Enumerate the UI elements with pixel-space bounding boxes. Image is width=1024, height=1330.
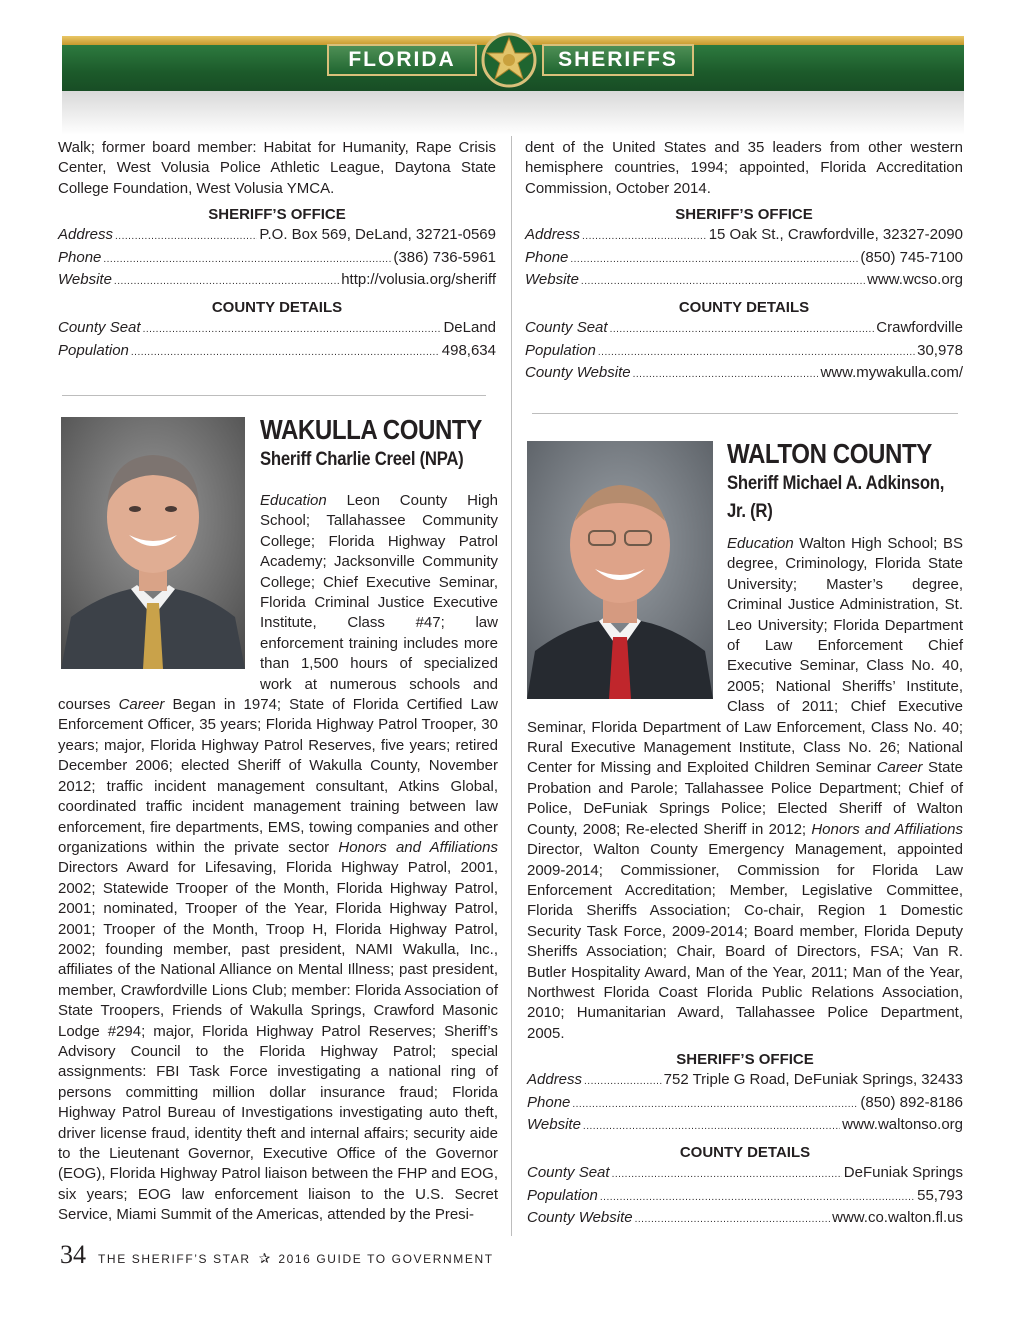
edu-text: Walton High School; BS degree, Criminology, Florida State University; Master’s degree, Criminal Justice Administration, St. Leo University; Florida Department of Law Enforcement Chief Executive Seminar, Class No. 40, 2005; National Sheriffs’ Institute, Class of 2011; Chief Executive Seminar, Florida Department of Law Enforcement, Class No. 40; Rural Executive Management Institute, Class No. 26; National Center for Missing and Exploited Children Seminar — [527, 535, 963, 777]
wakulla-heading — [260, 414, 518, 474]
walton-seat-row — [527, 1163, 963, 1185]
publication-name: THE SHERIFF’S STAR — [98, 1252, 251, 1266]
walton-phone-row — [527, 1093, 963, 1115]
walton-sheriff-name: Sheriff Michael A. Adkinson, Jr. (R) — [727, 473, 945, 522]
value: www.waltonso.org — [842, 1115, 963, 1133]
label: Website — [527, 1115, 581, 1133]
walton-office-heading: SHERIFF’S OFFICE — [676, 1051, 814, 1069]
volusia-section — [58, 138, 496, 363]
value: 55,793 — [917, 1186, 963, 1204]
value: 15 Oak St., Crawfordville, 32327-2090 — [708, 226, 963, 244]
value: 30,978 — [917, 341, 963, 359]
value: (850) 892-8186 — [860, 1093, 963, 1111]
label: Address — [58, 226, 114, 244]
wakulla-seat-row — [525, 318, 963, 340]
walton-county-heading: COUNTY DETAILS — [679, 1144, 811, 1162]
volusia-bio-tail: Walk; former board member: Habitat for Humanity, Rape Crisis Center, West Volusia Police Athletic League, Daytona State College Foundation, West Volusia YMCA. — [58, 139, 496, 197]
career-label: Career — [876, 759, 923, 777]
wakulla-county-name: WAKULLA COUNTY — [260, 414, 482, 445]
label: County Website — [527, 1209, 633, 1227]
value: (386) 736-5961 — [393, 248, 496, 266]
banner-word-florida: FLORIDA — [327, 44, 477, 76]
honors-text: Directors Award for Lifesaving, Florida Highway Patrol, 2001, 2002; Statewide Trooper of the Month, Florida Highway Patrol, 2001; nominated, Trooper of the Year, Florida Highway Patrol, 2001; Trooper of the Month, Troop H, Florida Highway Patrol, 2002; founding member, past president, NAMI Wakulla, Inc., affiliates of the National Alliance on Mental Illness; past president, member, Crawfordville Lions Club; member: Florida Association of State Troopers, Friends of Wakulla Springs, Crawford Masonic Lodge #294; major, Florida Highway Patrol Reserves; Sheriff’s Advisory Council to the Florida Highway Patrol; special assignments: FBI Task Force investigating a national ring of persons committing million dollar insurance fraud; Florida Highway Patrol Bureau of Investigations investigating auto theft, driver license fraud, identity theft and internal affairs; security aide to the Lieutenant Governor, Executive Office of the Governor (EOG), Florida Highway Patrol liaison between the FHP and EOG, six years; EOG law enforcement liaison to the U.S. Secret Service, Miami Summit of the Americas, attended by the Presi- — [58, 859, 498, 1224]
wakulla-website-row — [525, 270, 963, 292]
left-section-divider — [62, 395, 486, 396]
honors-label: Honors and Affiliations — [338, 838, 498, 856]
walton-address-row — [527, 1070, 963, 1092]
walton-county-website-row — [527, 1208, 963, 1230]
label: County Seat — [525, 319, 608, 337]
wakulla-details-section — [525, 138, 963, 386]
value: www.mywakulla.com/ — [820, 364, 963, 382]
label: Address — [527, 1071, 583, 1089]
star-icon: ✰ — [258, 1250, 271, 1266]
value: http://volusia.org/sheriff — [341, 271, 496, 289]
value: (850) 745-7100 — [860, 248, 963, 266]
edu-text: Leon County High School; Tallahassee Community College; Florida Highway Patrol Academy; Jacksonville Community College; Chief Executive Seminar, Florida Criminal Justice Executive Institute, Class #47; law enforcement training includes more than 1,500 hours of specialized work at numerous schools and courses — [58, 492, 498, 714]
wakulla-sheriff-name: Sheriff Charlie Creel (NPA) — [260, 449, 464, 470]
value: P.O. Box 569, DeLand, 32721-0569 — [259, 226, 496, 244]
career-text: Began in 1974; State of Florida Certified Law Enforcement Officer, 35 years; Florida Highway Patrol Trooper, 30 years; major, Florida Highway Patrol Reserves, five years; retired December 2006; elected Sheriff of Wakulla County, November 2012; traffic incident management consultant, Atkins Global, coordinated traffic incident management training between law enforcement, fire departments, EMS, towing companies and other organizations within the private sector — [58, 696, 498, 856]
wakulla-bio-tail: dent of the United States and 35 leaders from other western hemisphere countries, 1994; appointed, Florida Accreditation Commission, October 2014. — [525, 139, 963, 197]
volusia-population-row — [58, 341, 496, 363]
volusia-seat-row — [58, 318, 496, 340]
value: Crawfordville — [876, 319, 963, 337]
wakulla-county-website-row — [525, 363, 963, 385]
label: Phone — [58, 248, 102, 266]
label: Population — [58, 341, 129, 359]
label: Website — [58, 271, 112, 289]
column-divider — [511, 136, 512, 1236]
label: County Seat — [527, 1164, 610, 1182]
value: DeFuniak Springs — [843, 1164, 963, 1182]
walton-bio — [527, 534, 963, 1231]
wakulla-population-row — [525, 341, 963, 363]
label: Website — [525, 271, 579, 289]
label: County Seat — [58, 319, 141, 337]
volusia-county-heading: COUNTY DETAILS — [211, 299, 343, 317]
label: County Website — [525, 364, 631, 382]
wakulla-county-heading: COUNTY DETAILS — [678, 299, 810, 317]
honors-label: Honors and Affiliations — [811, 820, 963, 838]
sheriff-star-badge-icon — [474, 32, 544, 88]
walton-county-name: WALTON COUNTY — [727, 438, 932, 469]
walton-population-row — [527, 1186, 963, 1208]
value: 498,634 — [441, 341, 496, 359]
page-number: 34 — [60, 1240, 86, 1269]
value: www.wcso.org — [867, 271, 963, 289]
banner-word-sheriffs: SHERIFFS — [542, 44, 694, 76]
page-footer — [60, 1240, 494, 1270]
guide-title: 2016 GUIDE TO GOVERNMENT — [278, 1252, 494, 1266]
label: Phone — [525, 248, 569, 266]
edu-label: Education — [260, 492, 327, 509]
label: Population — [525, 341, 596, 359]
label: Population — [527, 1186, 598, 1204]
wakulla-phone-row — [525, 248, 963, 270]
right-section-divider — [532, 413, 958, 414]
florida-sheriffs-banner — [62, 36, 964, 102]
label: Address — [525, 226, 581, 244]
career-text: State Probation and Parole; Tallahassee Police Department; Chief of Police, DeFuniak Springs Police; Elected Sheriff of Walton County, 2008; Re-elected Sheriff in 2012; — [527, 759, 963, 838]
edu-label: Education — [727, 535, 794, 552]
value: 752 Triple G Road, DeFuniak Springs, 32433 — [663, 1071, 963, 1089]
volusia-address-row — [58, 225, 496, 247]
value: DeLand — [443, 319, 496, 337]
walton-heading — [727, 438, 963, 526]
wakulla-office-heading: SHERIFF’S OFFICE — [675, 206, 813, 224]
career-label: Career — [118, 696, 165, 714]
wakulla-bio — [58, 491, 498, 1226]
value: www.co.walton.fl.us — [832, 1209, 963, 1227]
wakulla-address-row — [525, 225, 963, 247]
volusia-phone-row — [58, 248, 496, 270]
honors-text: Director, Walton County Emergency Management, appointed 2009-2014; Commissioner, Commission for Florida Law Enforcement Accreditation; Member, Legislative Committee, Florida Sheriffs Association; Co-chair, Region 1 Domestic Security Task Force, 2009-2014; Board member, Florida Deputy Sheriffs Association; Chair, Board of Directors, FSA; Van R. Butler Hospitality Award, Man of the Year, 2011; Man of the Year, Northwest Florida Coast Florida Public Relations Association, 2010; Humanitarian Award, Tallahassee Police Department, 2005. — [527, 841, 963, 1042]
walton-website-row — [527, 1115, 963, 1137]
volusia-office-heading: SHERIFF’S OFFICE — [208, 206, 346, 224]
volusia-website-row — [58, 270, 496, 292]
banner-shadow — [62, 91, 964, 135]
label: Phone — [527, 1093, 571, 1111]
